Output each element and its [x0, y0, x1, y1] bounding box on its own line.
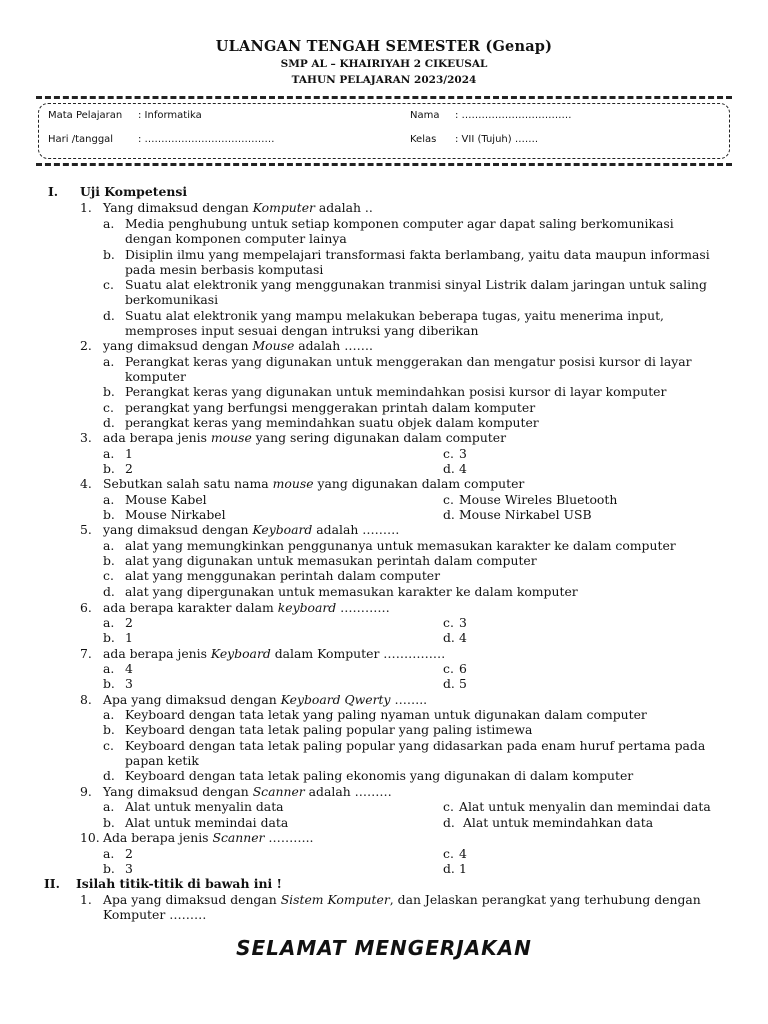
item-text: Keyboard dengan tata letak paling popular yang didasarkan pada enam huruf pertama pada	[125, 738, 706, 753]
answer-option	[103, 615, 133, 630]
day-value: : …………………………………	[138, 134, 275, 145]
item-text: Keyboard dengan tata letak paling ekonomis yang digunakan di dalam komputer	[125, 768, 634, 783]
answer-option	[103, 553, 537, 568]
text-continuation	[125, 262, 323, 277]
item-text: Alat untuk menyalin data	[125, 799, 284, 814]
answer-option	[103, 738, 705, 753]
item-text: alat yang menggunakan perintah dalam computer	[125, 568, 441, 583]
item-text: Alat untuk memindai data	[125, 815, 289, 830]
question-item	[80, 892, 701, 907]
answer-option	[103, 384, 666, 399]
item-text: 3	[125, 861, 133, 876]
item-number: a.	[103, 538, 115, 553]
italic-term: Sistem Komputer	[280, 892, 390, 907]
item-number: II.	[44, 876, 60, 891]
item-number: b.	[103, 630, 115, 645]
text-continuation	[125, 323, 478, 338]
item-text: 4	[459, 630, 467, 645]
answer-option	[443, 799, 711, 814]
item-text: yang dimaksud dengan	[103, 522, 253, 537]
subject-label: Mata Pelajaran	[48, 110, 123, 121]
item-number: b.	[103, 815, 115, 830]
item-number: b.	[103, 247, 115, 262]
item-text: Perangkat keras yang digunakan untuk memindahkan posisi kursor di layar komputer	[125, 384, 667, 399]
item-number: 9.	[80, 784, 92, 799]
section-heading	[44, 876, 282, 891]
item-text: ada berapa karakter dalam	[103, 600, 278, 615]
answer-option	[443, 461, 467, 476]
italic-term: Komputer	[252, 200, 315, 215]
item-number: 1.	[80, 200, 92, 215]
answer-option	[103, 492, 207, 507]
answer-option	[103, 584, 578, 599]
answer-option	[103, 446, 133, 461]
item-text: Alat untuk menyalin dan memindai data	[459, 799, 711, 814]
item-number: c.	[443, 446, 454, 461]
answer-option	[103, 861, 133, 876]
item-text: dengan komponen computer lainya	[125, 231, 347, 246]
answer-option	[103, 661, 133, 676]
item-number: d.	[103, 415, 115, 430]
student-info-box	[36, 96, 732, 166]
item-number: d.	[443, 630, 455, 645]
question-item	[80, 600, 390, 615]
exam-title: ULANGAN TENGAH SEMESTER (Genap)	[215, 38, 553, 55]
item-text: adalah ………	[304, 784, 392, 799]
item-text: adalah …….	[294, 338, 373, 353]
item-text: 2	[125, 846, 133, 861]
item-text: 2	[125, 615, 133, 630]
item-text: Mouse Nirkabel	[125, 507, 226, 522]
closing-message: SELAMAT MENGERJAKAN	[236, 936, 532, 960]
answer-option	[443, 615, 467, 630]
item-number: b.	[103, 553, 115, 568]
item-number: c.	[443, 846, 454, 861]
answer-option	[103, 568, 440, 583]
italic-term: Keyboard Qwerty	[280, 692, 391, 707]
question-item	[80, 784, 392, 799]
item-number: d.	[443, 861, 455, 876]
section-heading	[48, 184, 187, 199]
answer-option	[103, 354, 692, 369]
school-name: SMP AL – KHAIRIYAH 2 CIKEUSAL	[280, 58, 488, 70]
item-number: d.	[443, 676, 455, 691]
question-item	[80, 646, 445, 661]
item-text: yang sering digunakan dalam computer	[251, 430, 507, 445]
item-text: Mouse Wireles Bluetooth	[459, 492, 618, 507]
answer-option	[103, 799, 284, 814]
item-number: a.	[103, 615, 115, 630]
item-number: 5.	[80, 522, 92, 537]
item-text: papan ketik	[125, 753, 199, 768]
item-text: alat yang memungkinkan penggunanya untuk memasukan karakter ke dalam computer	[125, 538, 676, 553]
answer-option	[103, 722, 532, 737]
item-text: 5	[459, 676, 467, 691]
answer-option	[103, 768, 633, 783]
item-text: 3	[125, 676, 133, 691]
item-number: d.	[443, 815, 455, 830]
text-continuation	[125, 753, 199, 768]
item-number: a.	[103, 216, 115, 231]
answer-option	[443, 661, 467, 676]
section-title: Uji Kompetensi	[80, 184, 188, 199]
item-text: berkomunikasi	[125, 292, 219, 307]
item-number: 2.	[80, 338, 92, 353]
item-number: 6.	[80, 600, 92, 615]
item-number: d.	[443, 507, 455, 522]
item-text: Alat untuk memindahkan data	[459, 815, 654, 830]
item-text: Apa yang dimaksud dengan	[103, 892, 281, 907]
item-number: a.	[103, 707, 115, 722]
item-text: adalah ..	[314, 200, 373, 215]
academic-year: TAHUN PELAJARAN 2023/2024	[291, 74, 477, 86]
item-number: 8.	[80, 692, 92, 707]
item-text: Media penghubung untuk setiap komponen computer agar dapat saling berkomunikasi	[125, 216, 674, 231]
item-text: …………	[336, 600, 390, 615]
question-item	[80, 430, 506, 445]
item-text: Yang dimaksud dengan	[103, 784, 253, 799]
answer-option	[103, 308, 664, 323]
answer-option	[443, 861, 467, 876]
section-title: Isilah titik-titik di bawah ini !	[76, 876, 282, 891]
answer-option	[103, 247, 710, 262]
name-value: : ……………………………	[455, 110, 572, 121]
item-text: 3	[459, 446, 467, 461]
item-text: alat yang digunakan untuk memasukan perintah dalam computer	[125, 553, 537, 568]
italic-term: Mouse	[252, 338, 295, 353]
item-number: c.	[443, 661, 454, 676]
item-text: 1	[459, 861, 467, 876]
item-text: Ada berapa jenis	[103, 830, 213, 845]
item-number: a.	[103, 446, 115, 461]
text-continuation	[125, 369, 186, 384]
item-number: 7.	[80, 646, 92, 661]
italic-term: mouse	[210, 430, 252, 445]
item-text: Perangkat keras yang digunakan untuk menggerakan dan mengatur posisi kursor di layar	[125, 354, 692, 369]
answer-option	[103, 707, 647, 722]
item-text: komputer	[125, 369, 186, 384]
item-number: c.	[103, 568, 114, 583]
item-number: b.	[103, 676, 115, 691]
answer-option	[443, 815, 653, 830]
item-text: ……..	[390, 692, 428, 707]
answer-option	[103, 538, 676, 553]
item-text: Mouse Nirkabel USB	[459, 507, 592, 522]
item-number: 1.	[80, 892, 92, 907]
item-number: b.	[103, 461, 115, 476]
item-number: 3.	[80, 430, 92, 445]
item-text: ada berapa jenis	[103, 646, 211, 661]
item-number: c.	[443, 799, 454, 814]
text-continuation	[125, 231, 347, 246]
italic-term: mouse	[272, 476, 314, 491]
class-value: : VII (Tujuh) …….	[455, 134, 539, 145]
subject-value: : Informatika	[138, 110, 202, 121]
answer-option	[103, 216, 674, 231]
question-item	[80, 692, 427, 707]
item-number: d.	[103, 768, 115, 783]
item-number: a.	[103, 661, 115, 676]
item-text: memproses input sesuai dengan intruksi yang diberikan	[125, 323, 479, 338]
item-text: Disiplin ilmu yang mempelajari transformasi fakta berlambang, yaitu data maupun informasi	[125, 247, 710, 262]
item-text: 6	[459, 661, 467, 676]
answer-option	[103, 630, 133, 645]
italic-term: keyboard	[277, 600, 337, 615]
item-number: a.	[103, 354, 115, 369]
item-text: 2	[125, 461, 133, 476]
italic-term: Keyboard	[252, 522, 313, 537]
text-continuation	[125, 292, 218, 307]
item-number: a.	[103, 846, 115, 861]
answer-option	[103, 461, 133, 476]
item-number: b.	[103, 384, 115, 399]
item-text: perangkat yang berfungsi menggerakan printah dalam komputer	[125, 400, 536, 415]
item-number: c.	[443, 492, 454, 507]
answer-option	[443, 446, 467, 461]
item-number: c.	[443, 615, 454, 630]
item-text: 4	[125, 661, 133, 676]
item-number: c.	[103, 277, 114, 292]
item-text: Suatu alat elektronik yang menggunakan tranmisi sinyal Listrik dalam jaringan untuk saling	[125, 277, 707, 292]
item-text: Mouse Kabel	[125, 492, 207, 507]
question-item	[80, 476, 524, 491]
item-number: d.	[103, 584, 115, 599]
item-text: Sebutkan salah satu nama	[103, 476, 273, 491]
answer-option	[103, 400, 535, 415]
italic-term: Scanner	[212, 830, 265, 845]
answer-option	[443, 507, 592, 522]
item-text: perangkat keras yang memindahkan suatu objek dalam komputer	[125, 415, 539, 430]
answer-option	[443, 630, 467, 645]
question-item	[80, 338, 373, 353]
item-text: Yang dimaksud dengan	[103, 200, 253, 215]
item-number: a.	[103, 492, 115, 507]
item-text: , dan Jelaskan perangkat yang terhubung dengan	[389, 892, 701, 907]
answer-option	[103, 846, 133, 861]
item-text: 4	[459, 846, 467, 861]
question-item	[80, 830, 313, 845]
answer-option	[443, 676, 467, 691]
item-text: adalah ………	[312, 522, 400, 537]
item-number: 4.	[80, 476, 92, 491]
item-text: Keyboard dengan tata letak yang paling nyaman untuk digunakan dalam computer	[125, 707, 647, 722]
italic-term: Scanner	[252, 784, 305, 799]
answer-option	[103, 415, 539, 430]
answer-option	[103, 676, 133, 691]
name-label: Nama	[410, 110, 440, 121]
item-text: Apa yang dimaksud dengan	[103, 692, 281, 707]
item-number: I.	[48, 184, 59, 199]
answer-option	[443, 846, 467, 861]
answer-option	[103, 815, 288, 830]
italic-term: Keyboard	[210, 646, 271, 661]
answer-option	[103, 507, 226, 522]
item-number: b.	[103, 507, 115, 522]
text-continuation	[103, 907, 206, 922]
item-number: a.	[103, 799, 115, 814]
item-text: Komputer ………	[103, 907, 207, 922]
item-text: Keyboard dengan tata letak paling popular yang paling istimewa	[125, 722, 533, 737]
item-text: 1	[125, 446, 133, 461]
item-text: yang digunakan dalam computer	[313, 476, 525, 491]
item-number: 10.	[80, 830, 100, 845]
answer-option	[103, 277, 707, 292]
item-text: alat yang dipergunakan untuk memasukan karakter ke dalam komputer	[125, 584, 578, 599]
item-text: dalam Komputer ……………	[270, 646, 446, 661]
item-text: pada mesin berbasis komputasi	[125, 262, 324, 277]
day-label: Hari /tanggal	[48, 134, 114, 145]
class-label: Kelas	[410, 134, 437, 145]
item-text: Suatu alat elektronik yang mampu melakukan beberapa tugas, yaitu menerima input,	[125, 308, 664, 323]
item-text: 1	[125, 630, 133, 645]
answer-option	[443, 492, 617, 507]
item-text: 3	[459, 615, 467, 630]
question-item	[80, 200, 373, 215]
item-text: ………..	[264, 830, 314, 845]
item-number: b.	[103, 722, 115, 737]
item-text: ada berapa jenis	[103, 430, 211, 445]
item-number: d.	[443, 461, 455, 476]
item-text: 4	[459, 461, 467, 476]
question-item	[80, 522, 399, 537]
item-number: c.	[103, 400, 114, 415]
item-number: b.	[103, 861, 115, 876]
item-number: c.	[103, 738, 114, 753]
item-number: d.	[103, 308, 115, 323]
item-text: yang dimaksud dengan	[103, 338, 253, 353]
